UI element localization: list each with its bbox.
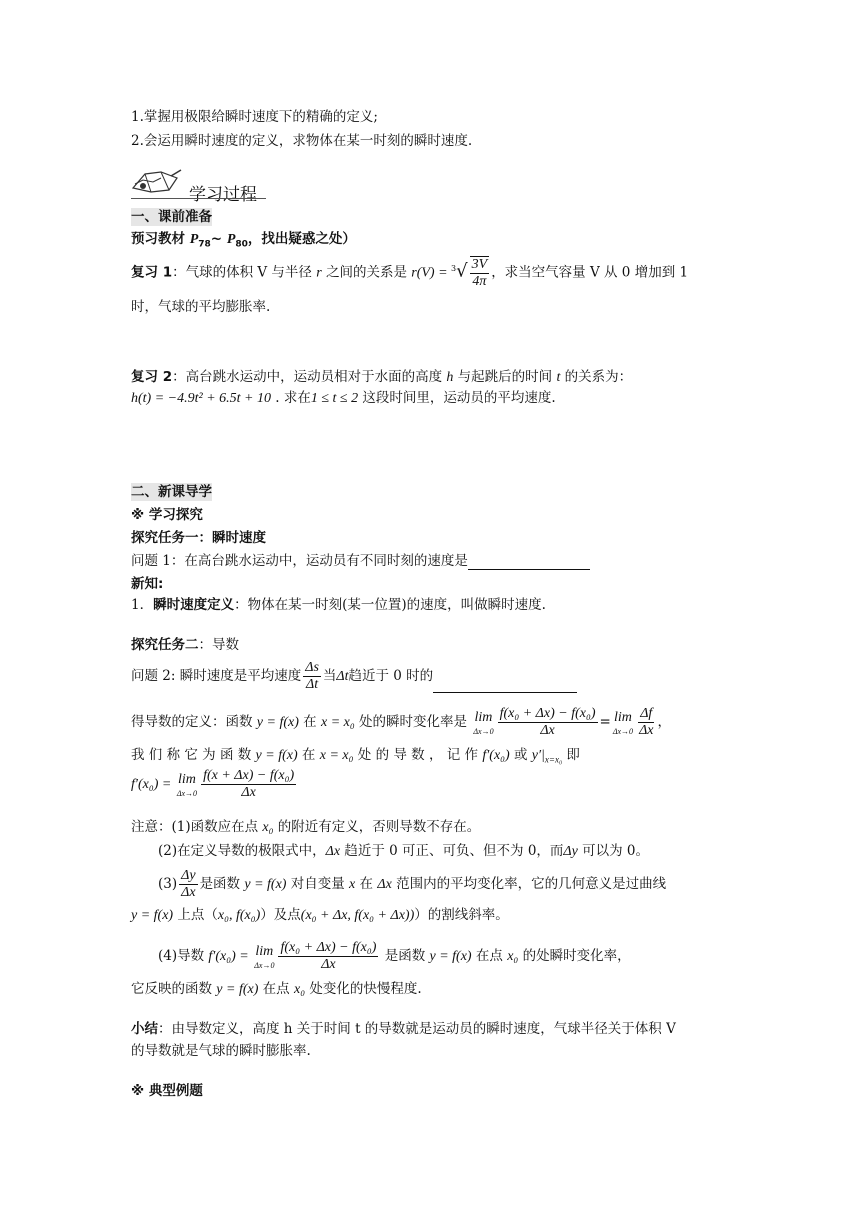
definition-1: 1．瞬时速度定义：物体在某一时刻(某一位置)的速度，叫做瞬时速度. — [131, 597, 546, 613]
process-heading: 学习过程 — [189, 185, 257, 205]
derivative-formula: f′(x₀) = lim Δx→0 $\frac{\text{f(x + Δx) − f(x₀)}}{\Delta x}$ — [131, 768, 295, 800]
note-4-cont: 它反映的函数 y = f(x) 在点 x₀ 处变化的快慢程度. — [131, 981, 422, 997]
note-1: 注意：(1)函数应在点 x₀ 的附近有定义，否则导数不存在。 — [131, 819, 481, 835]
review2-line1: 复习 2：高台跳水运动中，运动员相对于水面的高度 h 与起跳后的时间 t 的关系为： — [131, 369, 633, 385]
question-2: 问题 2: 瞬时速度是平均速度 $\frac{\Delta s}{\Delta t}$ 当Δt趋近于 0 时的 — [131, 660, 577, 693]
review1-line1: 复习 1：气球的体积 V 与半径 r 之间的关系是 r(V) = $^3$√ $\frac{3V}{4\pi}$ ，求当空气容量 V 从 0 增加到 1 — [131, 257, 689, 289]
section1-title: 一、课前准备 — [131, 209, 212, 225]
note-3: (3) $\frac{\Delta y}{\Delta x}$ 是函数 y = f(x) 对自变量 x 在 Δx 范围内的平均变化率，它的几何意义是过曲线 — [158, 868, 667, 900]
goal-2: 2.会运用瞬时速度的定义，求物体在某一时刻的瞬时速度. — [131, 133, 473, 149]
question-1: 问题 1：在高台跳水运动中，运动员有不同时刻的速度是 — [131, 552, 590, 570]
task2-heading: 探究任务二：导数 — [131, 637, 239, 653]
new-knowledge: 新知: — [131, 576, 164, 592]
task1-heading: 探究任务一：瞬时速度 — [131, 530, 266, 546]
review1-line2: 时，气球的平均膨胀率. — [131, 299, 271, 315]
examples-heading: ※ 典型例题 — [131, 1083, 203, 1099]
section2-title: 二、新课导学 — [131, 484, 212, 500]
note-4: (4)导数 f′(x₀) = lim Δx→0 $\frac{\text{f(x₀ + Δx) − f(x₀)}}{\Delta x}$ 是函数 y = f(x) 在点 x₀ 的处瞬时变化率， — [158, 940, 631, 972]
review2-line2: h(t) = −4.9t² + 6.5t + 10 . 求在1 ≤ t ≤ 2 这段时间里，运动员的平均速度. — [131, 390, 556, 406]
book-icon — [131, 166, 183, 194]
review1-formula: r(V) = — [411, 265, 452, 281]
explore-heading: ※ 学习探究 — [131, 507, 203, 523]
summary-line2: 的导数就是气球的瞬时膨胀率. — [131, 1043, 311, 1059]
note-2: (2)在定义导数的极限式中，Δx 趋近于 0 可正、可负、但不为 0，而Δy 可以为 0。 — [158, 843, 650, 859]
note-3-cont: y = f(x) 上点（x₀, f(x₀)）及点(x₀ + Δx, f(x₀ + Δx))）的割线斜率。 — [131, 907, 509, 923]
derivative-notation: 我 们 称 它 为 函 数 y = f(x) 在 x = x₀ 处 的 导 数 ， 记 作 f′(x₀) 或 $y'|_{x=x_0}$ 即 — [131, 747, 580, 765]
preview-line: 预习教材 $P_{78}\sim$ $P_{80}$，找出疑惑之处） — [131, 231, 356, 250]
goal-1: 1.掌握用极限给瞬时速度下的精确的定义; — [131, 109, 378, 125]
summary-line1: 小结：由导数定义，高度 h 关于时间 t 的导数就是运动员的瞬时速度，气球半径关于体积 V — [131, 1021, 676, 1037]
heading-rule — [131, 198, 266, 199]
derivative-definition: 得导数的定义：函数 y = f(x) 在 x = x₀ 处的瞬时变化率是 lim Δx→0 $\frac{\text{f(x₀ + Δx) − f(x₀)}}{\Delta x}$ = lim Δx→0 $\frac{\Delta f}{\Delta x}$ ， — [131, 706, 671, 738]
